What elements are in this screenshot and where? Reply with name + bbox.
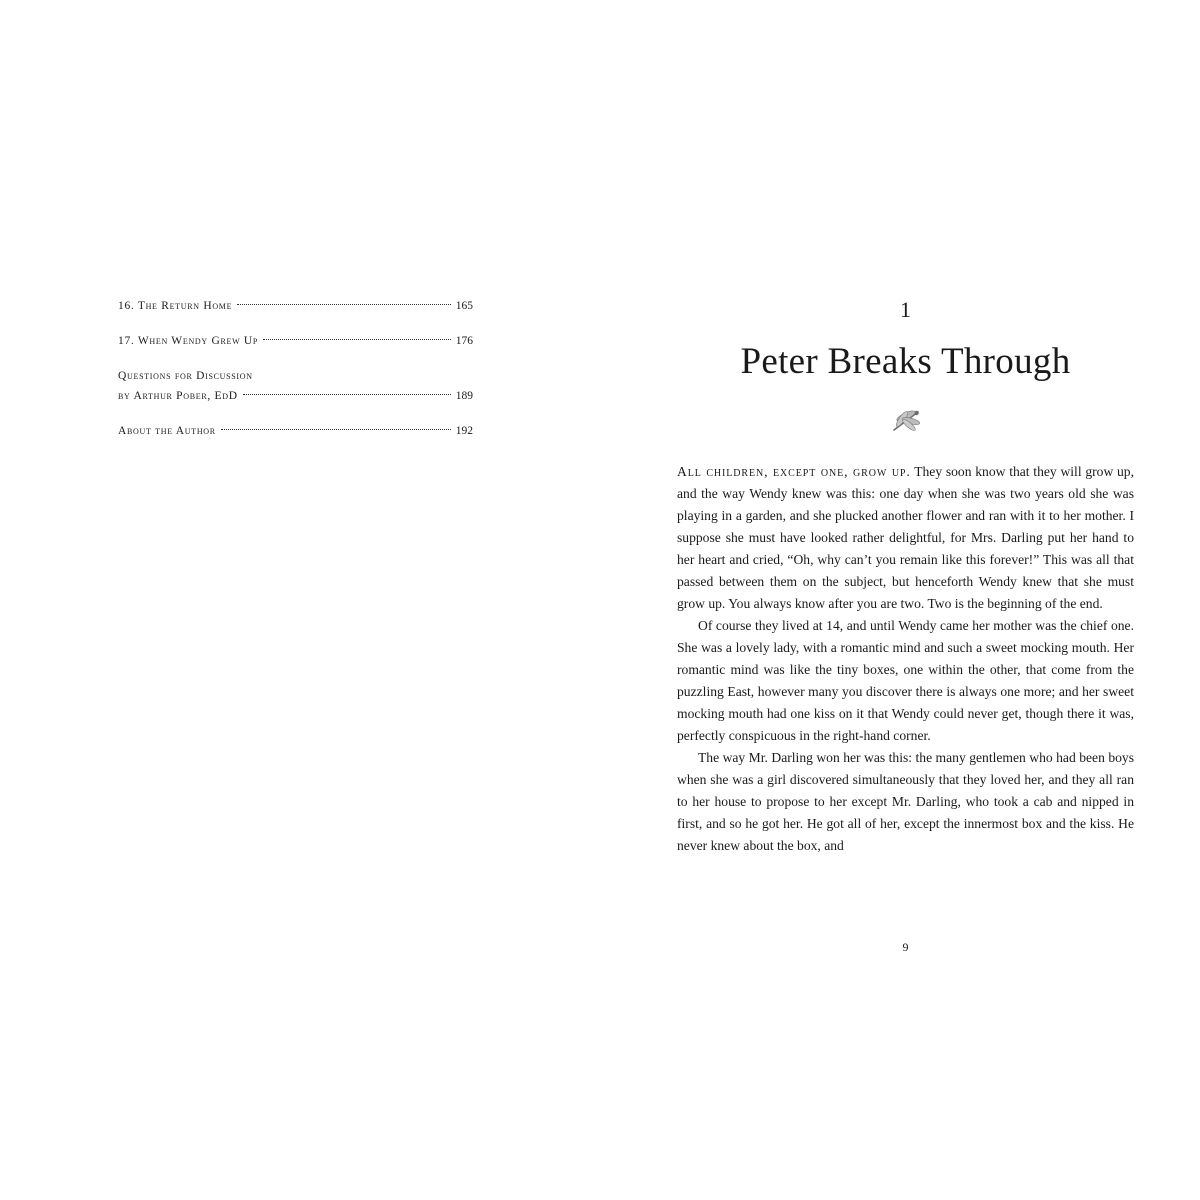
toc-entry-page: 192 — [455, 425, 473, 437]
toc-entry-label: 17. When Wendy Grew Up — [118, 335, 259, 347]
toc-dot-leader — [221, 429, 451, 430]
paragraph: The way Mr. Darling won her was this: the many gentlemen who had been boys when she was a girl discovered simultaneously that they loved her, and they all ran to her house to propose to her except Mr. Darling, who took a cab and nipped in first, and so he got her. He got all of her, except the innermost box and the kiss. He never knew about the box, and — [677, 750, 1134, 853]
toc-entry[interactable] — [118, 366, 473, 406]
paragraph — [677, 461, 1134, 615]
paragraph-lead-in: All children, except one, grow up. — [677, 464, 911, 479]
toc-entry-label-line-1: Questions for Discussion — [118, 370, 253, 382]
toc-dot-leader — [243, 394, 451, 395]
toc-entry-label: About the Author — [118, 425, 216, 437]
toc-entry[interactable] — [118, 331, 473, 351]
toc-entry-label: 16. The Return Home — [118, 300, 233, 312]
paragraph-text: They soon know that they will grow up, and the way Wendy knew was this: one day when she was two years old she was playing in a garden, and she plucked another flower and ran with it to her mother. I suppose she must have looked rather delightful, for Mrs. Darling put her hand to her heart and cried, “Oh, why can’t you remain like this forever!” This was all that passed between them on the subject, but henceforth Wendy knew that she must grow up. You always know after you are two. Two is the beginning of the end. — [677, 464, 1134, 611]
chapter-title: Peter Breaks Through — [740, 341, 1071, 382]
chapter-page — [677, 296, 1134, 857]
toc-dot-leader — [237, 304, 451, 305]
table-of-contents — [118, 296, 473, 456]
toc-entry-page: 165 — [455, 300, 473, 312]
toc-entry-page: 176 — [455, 335, 473, 347]
paragraph: Of course they lived at 14, and until Wendy came her mother was the chief one. She was a lovely lady, with a romantic mind and such a sweet mocking mouth. Her romantic mind was like the tiny boxes, one within the other, that come from the puzzling East, however many you discover there is always one more; and her sweet mocking mouth had one kiss on it that Wendy could never get, though there it was, perfectly conspicuous in the right-hand corner. — [677, 618, 1134, 743]
page-number: 9 — [902, 940, 909, 954]
dragonfly-icon — [888, 406, 924, 434]
toc-entry[interactable] — [118, 296, 473, 316]
chapter-body — [677, 461, 1134, 857]
toc-dot-leader — [263, 339, 451, 340]
chapter-number: 1 — [900, 297, 911, 322]
toc-entry-label: by Arthur Pober, EdD — [118, 390, 238, 402]
toc-entry-page: 189 — [455, 390, 473, 402]
toc-entry[interactable] — [118, 421, 473, 441]
